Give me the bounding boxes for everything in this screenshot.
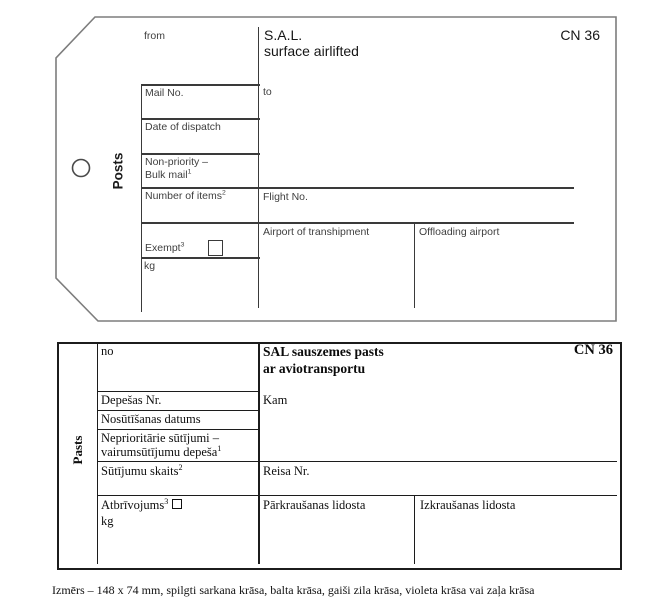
form-main-divider [258, 344, 260, 564]
form-exempt-checkbox [172, 499, 182, 509]
tag-title-line1: S.A.L. [264, 27, 303, 43]
form-non-priority-line2 [101, 445, 221, 460]
form-mail-no-label: Depešas Nr. [101, 393, 162, 407]
form-flight-no-label: Reisa Nr. [263, 464, 310, 478]
form-rule-reisa-top [97, 461, 617, 462]
tag-main-divider [258, 27, 260, 308]
tag-exempt-text: Exempt [145, 242, 181, 254]
tag-rule-kg-top [141, 257, 260, 259]
form-airport-divider [414, 495, 415, 564]
tag-exempt-footnote: 3 [180, 241, 185, 249]
tag-non-priority-footnote: 1 [187, 168, 192, 176]
form-vertical-label: Pasts [70, 435, 85, 465]
tag-non-priority-line1: Non-priority – [145, 156, 209, 168]
tag-rule-airports-top [141, 222, 574, 224]
form-number-of-items-text: Sūtījumu skaits [101, 464, 179, 478]
form-exempt-label [101, 498, 182, 513]
form-transhipment-label: Pārkraušanas lidosta [263, 498, 366, 512]
form-offloading-label: Izkraušanas lidosta [420, 498, 516, 512]
tag-flight-no-label: Flight No. [263, 191, 308, 203]
tag-title-line2: surface airlifted [264, 43, 359, 59]
tag-exempt-label [145, 242, 184, 255]
form-kg-label: kg [101, 514, 114, 528]
tag-offloading-label: Offloading airport [419, 226, 500, 238]
form-exempt-footnote: 3 [164, 496, 169, 506]
tag-hole-icon [73, 160, 90, 177]
form-rule-airports-top [97, 495, 617, 496]
tag-rule-date-top [141, 118, 260, 120]
form-to-label: Kam [263, 393, 288, 407]
tag-rule-mailno-top [141, 84, 260, 86]
form-code: CN 36 [573, 342, 613, 358]
tag-airport-divider [414, 222, 416, 308]
tag-to-label: to [263, 86, 272, 98]
size-color-caption: Izmērs – 148 x 74 mm, spilgti sarkana krāsa, balta krāsa, gaiši zila krāsa, violeta krāsa vai zaļa krāsa [52, 583, 535, 597]
tag-rule-nonpriority-top [141, 153, 260, 155]
form-exempt-text: Atbrīvojums [101, 498, 165, 512]
tag-mail-no-label: Mail No. [145, 87, 184, 99]
tag-exempt-checkbox [208, 240, 223, 256]
form-non-priority-footnote: 1 [217, 443, 222, 453]
tag-transhipment-label: Airport of transhipment [263, 226, 370, 238]
tag-form-code: CN 36 [560, 27, 600, 43]
tag-kg-label: kg [144, 260, 156, 272]
form-non-priority-line1: Neprioritārie sūtījumi – [101, 431, 220, 445]
form-date-of-dispatch-label: Nosūtīšanas datums [101, 412, 201, 426]
tag-number-of-items-footnote: 2 [222, 189, 226, 197]
form-pasts-divider [97, 344, 98, 564]
form-non-priority-text: vairumsūtījumu depeša [101, 445, 218, 459]
tag-date-of-dispatch-label: Date of dispatch [145, 121, 221, 133]
form-title-line2: ar aviotransportu [263, 361, 366, 376]
tag-non-priority-line2 [145, 169, 191, 182]
form-from-label: no [101, 344, 114, 358]
tag-vertical-label: Posts [110, 152, 126, 190]
form-title-line1: SAL sauszemes pasts [263, 344, 384, 359]
tag-number-of-items-text: Number of items [145, 190, 223, 202]
tag-number-of-items-label [145, 190, 226, 203]
tag-non-priority-text: Bulk mail [145, 169, 188, 181]
form-number-of-items-label [101, 464, 183, 479]
form-number-of-items-footnote: 2 [178, 462, 183, 472]
tag-from-label: from [144, 30, 165, 42]
tag-rule-flight-top [141, 187, 574, 189]
